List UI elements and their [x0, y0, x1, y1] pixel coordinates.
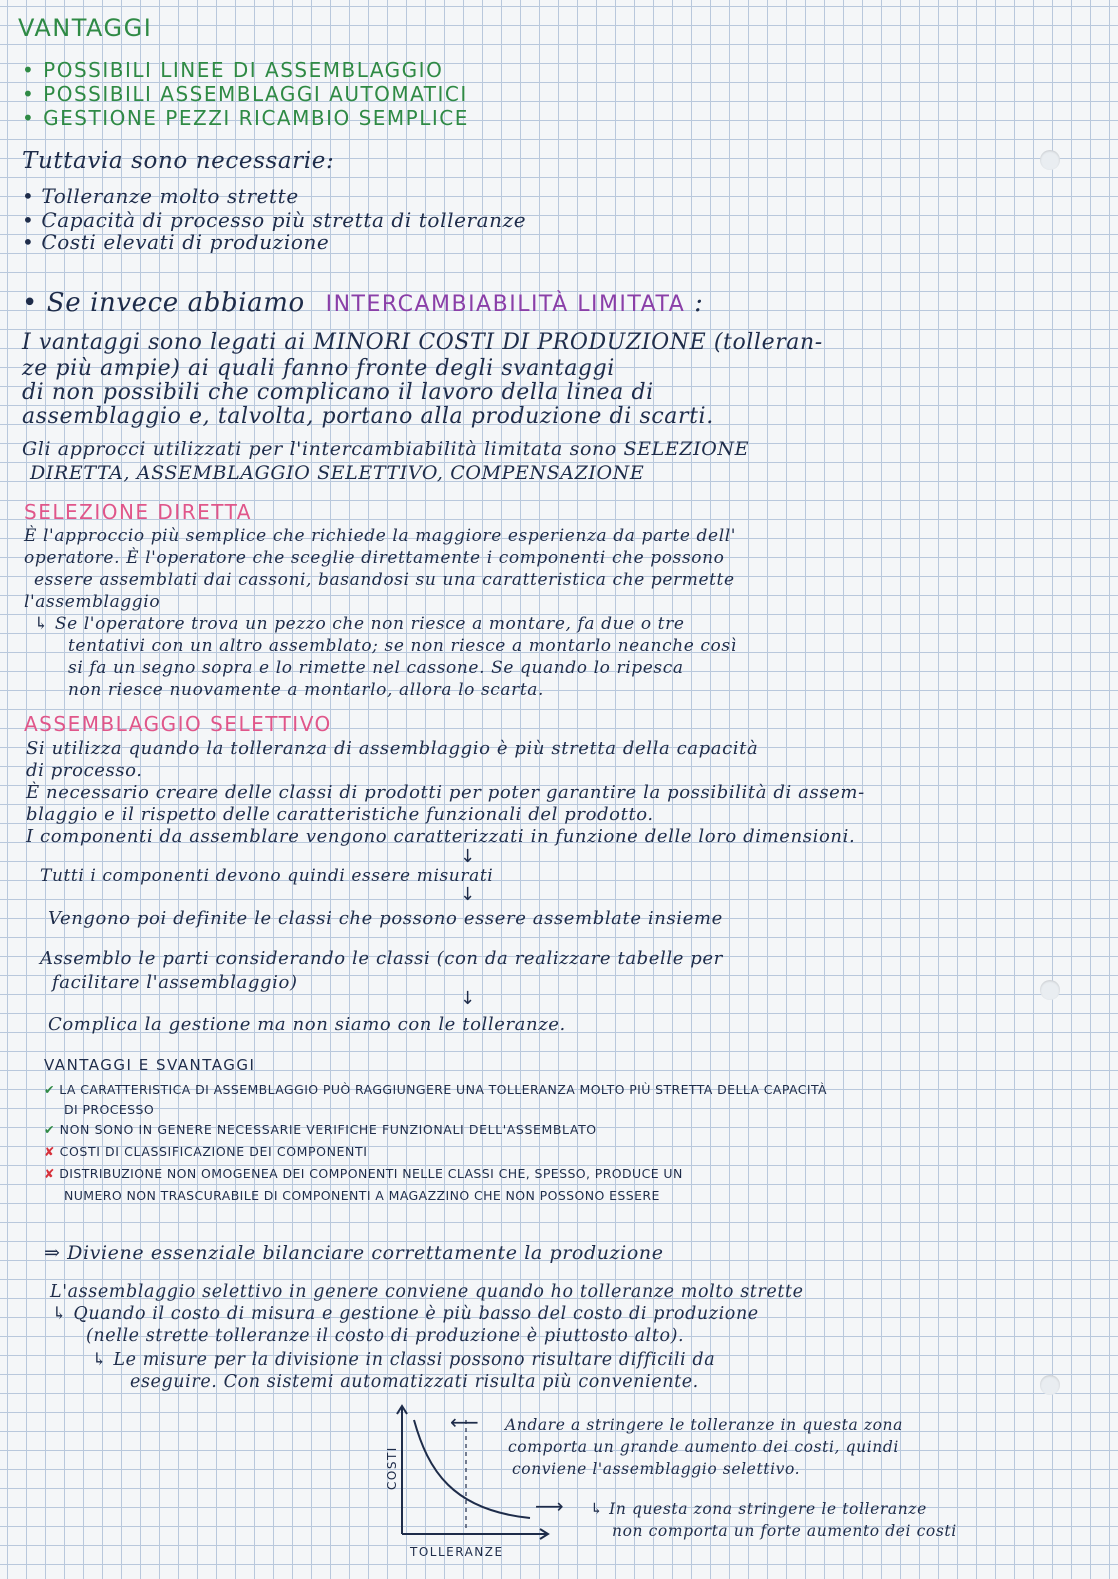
cross-icon: ✘ [44, 1144, 56, 1159]
selettivo-step: Assemblo le parti considerando le classi (con da realizzare tabelle per [40, 948, 723, 969]
selezione-para-line: l'assemblaggio [24, 592, 161, 612]
vantaggi-bullet: • POSSIBILI LINEE DI ASSEMBLAGGIO [22, 58, 444, 82]
selezione-sub-line: ↳ Se l'operatore trova un pezzo che non riesce a montare, fa due o tre [34, 614, 685, 634]
conclusione-line: ↳ Quando il costo di misura e gestione è più basso del costo di produzione [52, 1304, 759, 1324]
limitata-intro [22, 290, 704, 316]
selettivo-step: facilitare l'assemblaggio) [52, 972, 298, 993]
graph-note-line: comporta un grande aumento dei costi, quindi [508, 1438, 899, 1456]
selettivo-step: Vengono poi definite le classi che possono essere assemblate insieme [48, 908, 723, 929]
conclusione-line: L'assemblaggio selettivo in genere conviene quando ho tolleranze molto strette [50, 1282, 804, 1302]
graph-note-line: ↳ In questa zona stringere le tolleranze [590, 1500, 927, 1518]
selettivo-para-line: Si utilizza quando la tolleranza di assemblaggio è più stretta della capacità [26, 738, 759, 759]
selezione-sub-line: si fa un segno sopra e lo rimette nel cassone. Se quando lo ripesca [68, 658, 684, 678]
flow-arrow: ↓ [460, 988, 476, 1009]
vs-item-text: COSTI DI CLASSIFICAZIONE DEI COMPONENTI [59, 1144, 368, 1159]
binder-hole [1040, 150, 1060, 170]
y-axis-label: COSTI [385, 1446, 399, 1490]
section-title-selezione-diretta: SELEZIONE DIRETTA [24, 500, 252, 524]
selettivo-para-line: I componenti da assemblare vengono caratterizzati in funzione delle loro dimensioni. [26, 826, 856, 847]
limitata-para-line: assemblaggio e, talvolta, portano alla produzione di scarti. [22, 404, 714, 429]
limitata-para-line: di non possibili che complicano il lavoro della linea di [22, 380, 654, 405]
tuttavia-intro: Tuttavia sono necessarie: [22, 148, 335, 174]
vs-item [44, 1124, 597, 1137]
graph-note-line: Andare a stringere le tolleranze in questa zona [505, 1416, 903, 1434]
cross-icon: ✘ [44, 1166, 55, 1181]
binder-hole [1040, 1375, 1060, 1395]
approcci-line: DIRETTA, ASSEMBLAGGIO SELETTIVO, COMPENSAZIONE [30, 462, 645, 484]
limitata-highlight: INTERCAMBIABILITÀ LIMITATA [325, 292, 686, 317]
limitata-para-line: ze più ampie) ai quali fanno fronte degli svantaggi [22, 356, 615, 381]
limitata-para-line: I vantaggi sono legati ai MINORI COSTI DI PRODUZIONE (tolleran- [22, 330, 823, 355]
vs-item-text: LA CARATTERISTICA DI ASSEMBLAGGIO PUÒ RAGGIUNGERE UNA TOLLERANZA MOLTO PIÙ STRETTA DELLA CAPACITÀ [59, 1082, 827, 1097]
note-arrow-left: ⟵ [450, 1410, 479, 1434]
selezione-sub-line: tentativi con un altro assemblato; se non riesce a montarlo neanche così [68, 636, 737, 656]
selezione-sub-line: non riesce nuovamente a montarlo, allora lo scarta. [68, 680, 545, 700]
vs-title: VANTAGGI E SVANTAGGI [44, 1056, 256, 1074]
flow-arrow: ↓ [460, 846, 476, 867]
vantaggi-bullet: • GESTIONE PEZZI RICAMBIO SEMPLICE [22, 106, 469, 130]
selettivo-para-line: di processo. [26, 760, 143, 781]
vs-item-text: DI PROCESSO [64, 1102, 155, 1117]
vs-item [44, 1146, 368, 1159]
selezione-para-line: È l'approccio più semplice che richiede la maggiore esperienza da parte dell' [24, 526, 737, 546]
conclusione-line: eseguire. Con sistemi automatizzati risulta più conveniente. [130, 1372, 699, 1392]
selettivo-para-line: blaggio e il rispetto delle caratteristiche funzionali del prodotto. [26, 804, 654, 825]
vs-item [64, 1104, 154, 1117]
vs-item [64, 1190, 660, 1203]
graph-note-line: non comporta un forte aumento dei costi [612, 1522, 957, 1540]
vs-item [44, 1084, 827, 1097]
approcci-line: Gli approcci utilizzati per l'intercambiabilità limitata sono SELEZIONE [22, 438, 750, 460]
divine-line: ⇒ Diviene essenziale bilanciare correttamente la produzione [44, 1242, 664, 1264]
selettivo-para-line: È necessario creare delle classi di prodotti per poter garantire la possibilità di assem- [26, 782, 865, 803]
vantaggi-bullet: • POSSIBILI ASSEMBLAGGI AUTOMATICI [22, 82, 468, 106]
selezione-para-line: operatore. È l'operatore che sceglie direttamente i componenti che possono [24, 548, 725, 568]
tuttavia-bullet: • Tolleranze molto strette [22, 184, 299, 208]
tuttavia-bullet: • Capacità di processo più stretta di tolleranze [22, 208, 527, 232]
vs-item-text: NON SONO IN GENERE NECESSARIE VERIFICHE FUNZIONALI DELL'ASSEMBLATO [59, 1122, 597, 1137]
conclusione-line: ↳ Le misure per la divisione in classi possono risultare difficili da [92, 1350, 716, 1370]
check-icon: ✔ [44, 1122, 56, 1137]
tuttavia-bullet: • Costi elevati di produzione [22, 230, 330, 254]
vs-item-text: NUMERO NON TRASCURABILE DI COMPONENTI A MAGAZZINO CHE NON POSSONO ESSERE [64, 1188, 660, 1203]
conclusione-line: (nelle strette tolleranze il costo di produzione è piuttosto alto). [86, 1326, 685, 1346]
binder-hole [1040, 980, 1060, 1000]
graph-note-line: conviene l'assemblaggio selettivo. [512, 1460, 801, 1478]
section-title-assemblaggio-selettivo: ASSEMBLAGGIO SELETTIVO [24, 712, 332, 736]
selezione-para-line: essere assemblati dai cassoni, basandosi su una caratteristica che permette [34, 570, 735, 590]
note-arrow-curved: ⟶ [535, 1494, 564, 1518]
x-axis-label: TOLLERANZE [410, 1545, 504, 1559]
section-title-vantaggi: VANTAGGI [18, 14, 153, 42]
vs-item-text: DISTRIBUZIONE NON OMOGENEA DEI COMPONENTI NELLE CLASSI CHE, SPESSO, PRODUCE UN [59, 1166, 683, 1181]
limitata-colon: : [694, 288, 704, 318]
flow-arrow: ↓ [460, 884, 476, 905]
check-icon: ✔ [44, 1082, 55, 1097]
limitata-intro-prefix: • Se invece abbiamo [22, 288, 305, 318]
selettivo-step: Tutti i componenti devono quindi essere misurati [40, 866, 494, 886]
selettivo-step: Complica la gestione ma non siamo con le tolleranze. [48, 1014, 566, 1035]
vs-item [44, 1168, 683, 1181]
